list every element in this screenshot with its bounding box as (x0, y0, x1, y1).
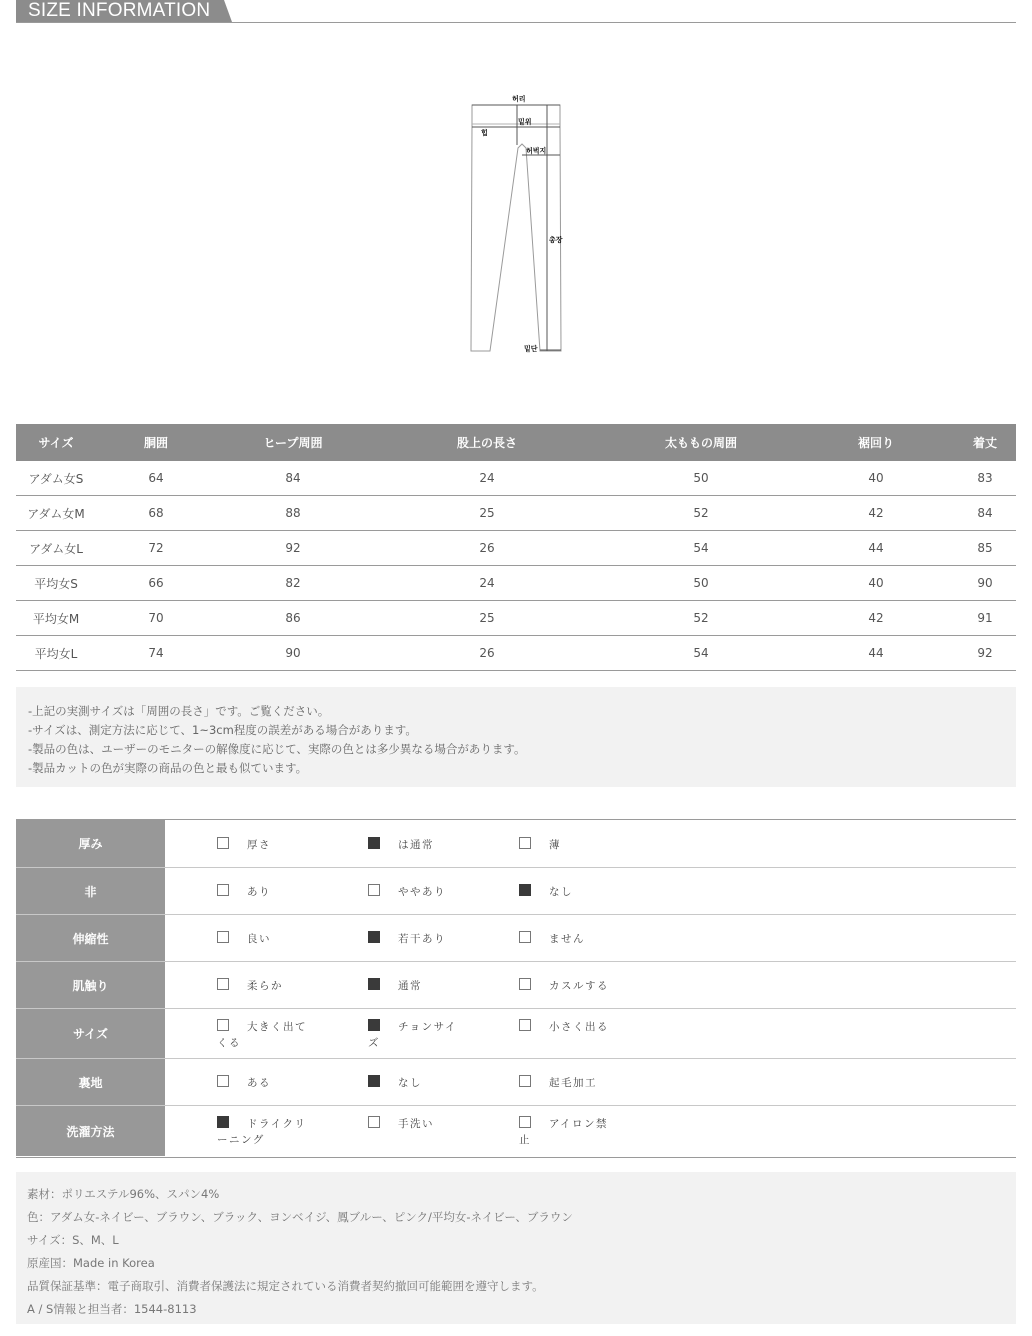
note-line: -サイズは、測定方法に応じて、1~3cm程度の誤差がある場合があります。 (28, 723, 417, 737)
option-label: ドライクリーニング (217, 1118, 307, 1146)
waist-label: 허리 (512, 95, 526, 103)
option-label: ややあり (398, 886, 446, 898)
length-label: 총장 (549, 236, 563, 244)
product-info (16, 1172, 1016, 1324)
table-cell: 86 (216, 601, 370, 636)
table-cell: 24 (370, 566, 604, 601)
option-label: なし (398, 1077, 422, 1089)
info-quality: 品質保証基準：電子商取引、消費者保護法に規定されている消費者契約撤回可能範囲を遵守します。 (27, 1279, 544, 1293)
table-cell: アダム女S (16, 461, 96, 496)
table-cell: 54 (604, 636, 798, 671)
option-label: ません (549, 933, 585, 945)
col-header: 太ももの周囲 (604, 424, 798, 461)
table-cell: 52 (604, 496, 798, 531)
table-cell: アダム女M (16, 496, 96, 531)
info-origin: 原産国：Made in Korea (27, 1256, 155, 1270)
header-divider (16, 22, 1016, 23)
option-label: あり (247, 886, 271, 898)
option-label: 通常 (398, 980, 422, 992)
col-header: 裾回り (798, 424, 954, 461)
hip-label: 힙 (481, 129, 488, 137)
table-cell: 70 (96, 601, 216, 636)
option-label: 柔らか (247, 980, 283, 992)
table-row (16, 496, 1016, 531)
table-cell: 平均女L (16, 636, 96, 671)
table-cell: 54 (604, 531, 798, 566)
attr-row-thickness (16, 820, 1016, 867)
section-header (16, 0, 1016, 24)
table-cell: 26 (370, 531, 604, 566)
table-cell: 平均女S (16, 566, 96, 601)
note-line: -製品の色は、ユーザーのモニターの解像度に応じて、実際の色とは多少異なる場合があります。 (28, 742, 526, 756)
table-cell: 90 (216, 636, 370, 671)
table-cell: 68 (96, 496, 216, 531)
option-label: カスルする (549, 980, 609, 992)
table-cell: 40 (798, 566, 954, 601)
option-label: 良い (247, 933, 271, 945)
table-row (16, 601, 1016, 636)
option-label: アイロン禁止 (519, 1118, 609, 1146)
table-cell: 64 (96, 461, 216, 496)
option-label: は通常 (398, 839, 434, 851)
info-as-contact: A / S情報と担当者：1544-8113 (27, 1302, 197, 1316)
thigh-label: 허벅지 (526, 147, 547, 155)
pants-diagram (460, 88, 580, 360)
table-cell: 44 (798, 636, 954, 671)
option-label: 手洗い (398, 1118, 434, 1130)
attr-row-lining (16, 1058, 1016, 1105)
info-colors: 色：アダム女-ネイビー、ブラウン、ブラック、ヨンベイジ、鳳ブルー、ピンク/平均女-ネイビー、ブラウン (27, 1210, 573, 1224)
col-header: 着丈 (954, 424, 1016, 461)
info-sizes: サイズ：S、M、L (27, 1233, 119, 1247)
size-table (16, 424, 1016, 671)
col-header: 股上の長さ (370, 424, 604, 461)
table-cell: 24 (370, 461, 604, 496)
table-cell: 66 (96, 566, 216, 601)
table-cell: 82 (216, 566, 370, 601)
size-table-header (16, 424, 1016, 461)
option-label: 若干あり (398, 933, 446, 945)
section-title: SIZE INFORMATION (28, 0, 211, 21)
note-line: -上記の実測サイズは「周囲の長さ」です。ご覧ください。 (28, 704, 330, 718)
attr-row-stretch (16, 914, 1016, 961)
option-label: ある (247, 1077, 271, 1089)
col-header: サイズ (16, 424, 96, 461)
table-cell: 25 (370, 601, 604, 636)
table-cell: 92 (216, 531, 370, 566)
table-cell: アダム女L (16, 531, 96, 566)
table-cell: 72 (96, 531, 216, 566)
attr-label: サイズ (16, 1009, 165, 1058)
table-cell: 91 (954, 601, 1016, 636)
table-cell: 84 (954, 496, 1016, 531)
attr-label: 非 (16, 868, 165, 914)
fabric-attributes (16, 819, 1016, 1158)
table-cell: 74 (96, 636, 216, 671)
table-cell: 50 (604, 461, 798, 496)
attr-row-fit (16, 1008, 1016, 1058)
table-row (16, 566, 1016, 601)
attr-label: 厚み (16, 820, 165, 867)
col-header: ヒープ周囲 (216, 424, 370, 461)
option-label: 薄 (549, 839, 561, 851)
table-cell: 84 (216, 461, 370, 496)
note-line: -製品カットの色が実際の商品の色と最も似ています。 (28, 761, 308, 775)
attr-row-sheer (16, 867, 1016, 914)
table-cell: 52 (604, 601, 798, 636)
rise-label: 밑위 (518, 118, 532, 126)
attr-label: 伸縮性 (16, 915, 165, 961)
option-label: チョンサイズ (368, 1021, 457, 1049)
table-cell: 42 (798, 601, 954, 636)
attr-row-washing (16, 1105, 1016, 1156)
attr-row-texture (16, 961, 1016, 1008)
table-cell: 92 (954, 636, 1016, 671)
option-label: 起毛加工 (549, 1077, 597, 1089)
attr-label: 肌触り (16, 962, 165, 1008)
table-cell: 42 (798, 496, 954, 531)
col-header: 胴囲 (96, 424, 216, 461)
pants-illustration (460, 88, 580, 360)
attr-label: 洗濯方法 (16, 1106, 165, 1156)
table-cell: 25 (370, 496, 604, 531)
option-label: 大きく出てくる (217, 1021, 307, 1049)
table-cell: 85 (954, 531, 1016, 566)
size-notes (16, 687, 1016, 787)
option-label: 小さく出る (549, 1021, 609, 1033)
info-material: 素材：ポリエステル96%、スパン4% (27, 1187, 220, 1201)
table-row (16, 461, 1016, 496)
table-cell: 平均女M (16, 601, 96, 636)
table-cell: 26 (370, 636, 604, 671)
table-cell: 88 (216, 496, 370, 531)
table-cell: 40 (798, 461, 954, 496)
table-cell: 83 (954, 461, 1016, 496)
option-label: なし (549, 886, 573, 898)
table-cell: 50 (604, 566, 798, 601)
hem-label: 밑단 (524, 345, 538, 353)
table-cell: 90 (954, 566, 1016, 601)
table-row (16, 531, 1016, 566)
attr-label: 裏地 (16, 1059, 165, 1105)
table-cell: 44 (798, 531, 954, 566)
option-label: 厚さ (247, 839, 271, 851)
table-row (16, 636, 1016, 671)
